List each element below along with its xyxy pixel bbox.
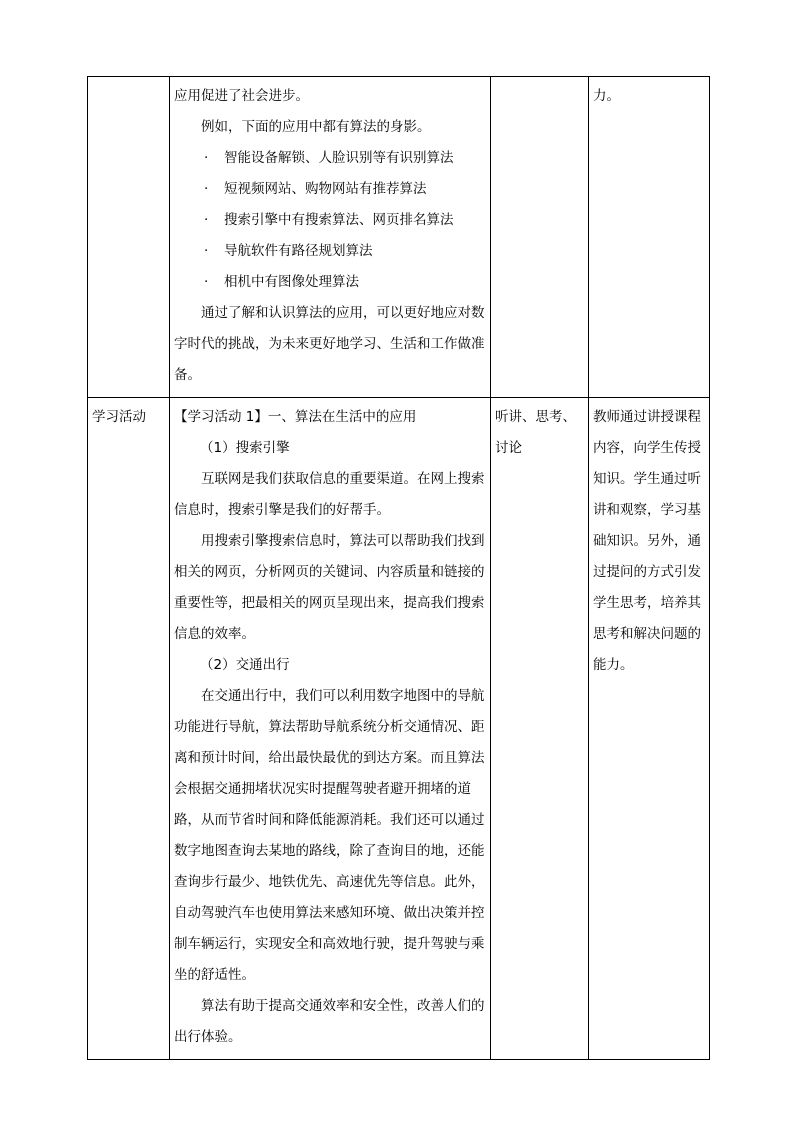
bullet-icon: ·	[204, 274, 209, 290]
content-paragraph: 用搜索引擎搜索信息时，算法可以帮助我们找到相关的网页，分析网页的关键词、内容质量和链接的重要性等，把最相关的网页呈现出来，提高我们搜索信息的效率。	[174, 533, 485, 642]
subsection-title: （1）搜索引擎	[200, 440, 290, 456]
intent-cell: 教师通过讲授课程内容，向学生传授知识。学生通过听讲和观察，学习基础知识。另外，通过提问的方式引发学生思考，培养其思考和解决问题的能力。	[589, 398, 710, 1060]
content-cell	[170, 77, 491, 398]
activity-cell	[491, 77, 589, 398]
table-row	[88, 77, 710, 398]
list-item	[174, 174, 486, 205]
list-item-text: 导航软件有路径规划算法	[224, 243, 373, 259]
bullet-icon: ·	[204, 150, 209, 166]
content-line: 应用促进了社会进步。	[174, 88, 309, 104]
intent-cell: 力。	[589, 77, 710, 398]
list-item	[174, 143, 486, 174]
content-paragraph: 通过了解和认识算法的应用，可以更好地应对数字时代的挑战，为未来更好地学习、生活和工作做准备。	[174, 305, 485, 383]
table-row	[88, 398, 710, 1060]
bullet-icon: ·	[204, 212, 209, 228]
activity-heading: 【学习活动 1】一、算法在生活中的应用	[174, 409, 417, 425]
list-item	[174, 205, 486, 236]
content-paragraph: 例如，下面的应用中都有算法的身影。	[201, 119, 431, 135]
lesson-plan-table	[87, 76, 710, 1060]
activity-cell: 听讲、思考、讨论	[491, 398, 589, 1060]
bullet-icon: ·	[204, 243, 209, 259]
list-item-text: 相机中有图像处理算法	[224, 274, 359, 290]
list-item-text: 短视频网站、购物网站有推荐算法	[224, 181, 427, 197]
stage-cell: 学习活动	[88, 398, 170, 1060]
list-item	[174, 267, 486, 298]
content-paragraph: 互联网是我们获取信息的重要渠道。在网上搜索信息时，搜索引擎是我们的好帮手。	[174, 471, 485, 518]
bullet-icon: ·	[204, 181, 209, 197]
stage-cell	[88, 77, 170, 398]
list-item	[174, 236, 486, 267]
subsection-title: （2）交通出行	[200, 657, 290, 673]
list-item-text: 智能设备解锁、人脸识别等有识别算法	[224, 150, 454, 166]
content-cell	[170, 398, 491, 1060]
content-paragraph: 算法有助于提高交通效率和安全性，改善人们的出行体验。	[174, 998, 485, 1045]
content-paragraph: 在交通出行中，我们可以利用数字地图中的导航功能进行导航，算法帮助导航系统分析交通情况、距离和预计时间，给出最快最优的到达方案。而且算法会根据交通拥堵状况实时提醒驾驶者避开拥堵的道路，从而节省时间和降低能源消耗。我们还可以通过数字地图查询去某地的路线，除了查询目的地，还能查询步行最少、地铁优先、高速优先等信息。此外，自动驾驶汽车也使用算法来感知环境、做出决策并控制车辆运行，实现安全和高效地行驶，提升驾驶与乘坐的舒适性。	[174, 688, 485, 983]
list-item-text: 搜索引擎中有搜索算法、网页排名算法	[224, 212, 454, 228]
